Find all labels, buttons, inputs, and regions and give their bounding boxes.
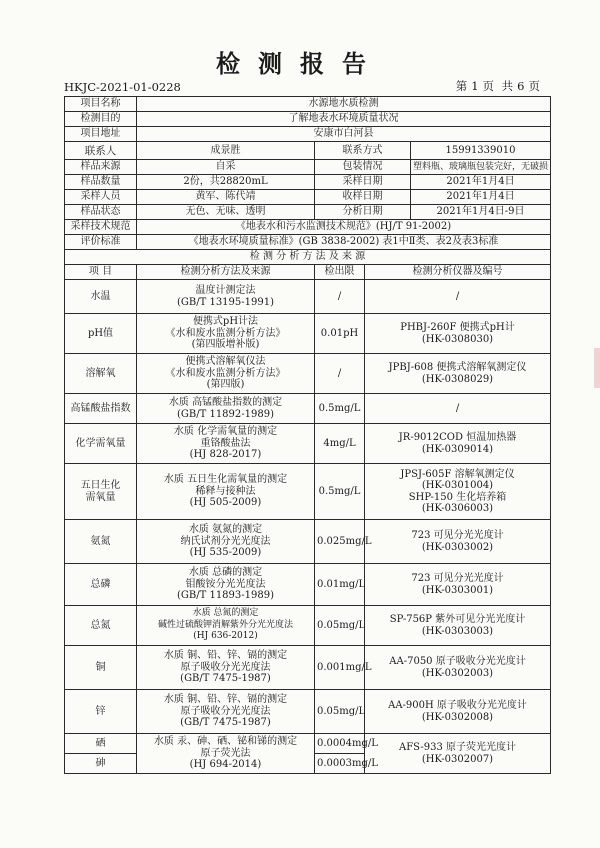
method-row (65, 314, 551, 354)
method-row (65, 690, 551, 734)
limit-cell: 0.025mg/L (315, 520, 365, 564)
method-row (65, 464, 551, 520)
limit-cell: / (315, 280, 365, 314)
info-value: 《地表水和污水监测技术规范》(HJ/T 91-2002) (137, 220, 551, 235)
instrument-cell: / (365, 280, 551, 314)
instrument-cell: 723 可见分光光度计 (HK-0303002) (365, 520, 551, 564)
limit-cell: 0.01pH (315, 314, 365, 354)
seal-stamp-edge (594, 348, 600, 388)
instrument-cell: JPBJ-608 便携式溶解氧测定仪 (HK-0308029) (365, 354, 551, 394)
method-row (65, 520, 551, 564)
info-label: 联系方式 (315, 142, 411, 160)
item-cell: pH值 (65, 314, 137, 354)
info-value: 自采 (137, 160, 315, 175)
info-label: 项目名称 (65, 97, 137, 112)
instrument-cell: JPSJ-605F 溶解氧测定仪 (HK-0301004) SHP-150 生化培养箱 (HK-0306003) (365, 464, 551, 520)
instrument-cell: SP-756P 紫外可见分光光度计 (HK-0303003) (365, 606, 551, 646)
instrument-cell: 723 可见分光光度计 (HK-0303001) (365, 564, 551, 606)
info-label: 样品来源 (65, 160, 137, 175)
item-cell: 锌 (65, 690, 137, 734)
item-cell: 砷 (65, 754, 137, 774)
instrument-cell: AA-900H 原子吸收分光光度计 (HK-0302008) (365, 690, 551, 734)
info-value: 黄军、陈代靖 (137, 190, 315, 205)
info-value: 2021年1月4日 (411, 175, 551, 190)
info-label: 样品状态 (65, 205, 137, 220)
method-cell: 水质 氨氮的测定 纳氏试剂分光光度法 (HJ 535-2009) (137, 520, 315, 564)
info-value: 成景胜 (137, 142, 315, 160)
limit-cell: 4mg/L (315, 424, 365, 464)
method-cell: 温度计测定法 (GB/T 13195-1991) (137, 280, 315, 314)
item-cell: 化学需氧量 (65, 424, 137, 464)
method-cell: 水质 总磷的测定 钼酸铵分光光度法 (GB/T 11893-1989) (137, 564, 315, 606)
item-cell: 总氮 (65, 606, 137, 646)
info-label: 收样日期 (315, 190, 411, 205)
item-cell: 溶解氧 (65, 354, 137, 394)
info-row (65, 97, 551, 112)
limit-cell: 0.0003mg/L (315, 754, 365, 774)
limit-cell: 0.5mg/L (315, 464, 365, 520)
limit-cell: / (315, 354, 365, 394)
item-cell: 总磷 (65, 564, 137, 606)
report-title: 检测报告 (216, 49, 384, 78)
method-cell: 水质 高锰酸盐指数的测定 (GB/T 11892-1989) (137, 394, 315, 424)
instrument-cell: AFS-933 原子荧光光度计 (HK-0302007) (365, 734, 551, 774)
info-value: 15991339010 (411, 142, 551, 160)
method-cell: 便携式溶解氧仪法 《水和废水监测分析方法》 (第四版) (137, 354, 315, 394)
info-row (65, 190, 551, 205)
info-label: 采样人员 (65, 190, 137, 205)
limit-cell: 0.01mg/L (315, 564, 365, 606)
page-info: 第 1 页 共 6 页 (455, 79, 540, 93)
limit-cell: 0.0004mg/L (315, 734, 365, 754)
info-label: 联系人 (65, 142, 137, 160)
column-header: 项 目 (65, 265, 137, 280)
column-header: 检测分析仪器及编号 (365, 265, 551, 280)
item-cell: 水温 (65, 280, 137, 314)
method-cell: 便携式pH计法 《水和废水监测分析方法》 (第四版增补版) (137, 314, 315, 354)
column-header: 检测分析方法及来源 (137, 265, 315, 280)
method-cell: 水质 化学需氧量的测定 重铬酸盐法 (HJ 828-2017) (137, 424, 315, 464)
info-row (65, 112, 551, 127)
limit-cell: 0.5mg/L (315, 394, 365, 424)
info-value: 2021年1月4日-9日 (411, 205, 551, 220)
instrument-cell: JR-9012COD 恒温加热器 (HK-0309014) (365, 424, 551, 464)
item-cell: 硒 (65, 734, 137, 754)
method-row (65, 606, 551, 646)
page-number: 1 (471, 79, 479, 93)
method-row (65, 280, 551, 314)
method-row (65, 564, 551, 606)
info-label: 样品数量 (65, 175, 137, 190)
info-value: 了解地表水环境质量状况 (137, 112, 551, 127)
method-row (65, 424, 551, 464)
method-cell: 水质 汞、砷、硒、铋和锑的测定 原子荧光法 (HJ 694-2014) (137, 734, 315, 774)
info-label: 包装情况 (315, 160, 411, 175)
info-value: 《地表水环境质量标准》(GB 3838-2002) 表1中Ⅱ类、表2及表3标准 (137, 235, 551, 250)
info-value: 2021年1月4日 (411, 190, 551, 205)
info-row (65, 175, 551, 190)
total-pages: 6 (517, 79, 525, 93)
report-table (64, 96, 551, 774)
info-value: 2份，共28820mL (137, 175, 315, 190)
method-cell: 水质 五日生化需氧量的测定 稀释与接种法 (HJ 505-2009) (137, 464, 315, 520)
limit-cell: 0.001mg/L (315, 646, 365, 690)
instrument-cell: PHBJ-260F 便携式pH计 (HK-0308030) (365, 314, 551, 354)
info-row (65, 127, 551, 142)
info-row (65, 220, 551, 235)
instrument-cell: / (365, 394, 551, 424)
info-label: 评价标准 (65, 235, 137, 250)
method-row (65, 354, 551, 394)
method-row (65, 394, 551, 424)
info-row (65, 160, 551, 175)
document-number: HKJC-2021-01-0228 (64, 80, 181, 94)
section-title-row (65, 250, 551, 265)
info-label: 项目地址 (65, 127, 137, 142)
column-header: 检出限 (315, 265, 365, 280)
method-row (65, 734, 551, 754)
info-label: 分析日期 (315, 205, 411, 220)
method-cell: 水质 铜、铅、锌、镉的测定 原子吸收分光光度法 (GB/T 7475-1987) (137, 690, 315, 734)
info-value: 水源地水质检测 (137, 97, 551, 112)
info-label: 采样技术规范 (65, 220, 137, 235)
column-header-row (65, 265, 551, 280)
item-cell: 五日生化 需氧量 (65, 464, 137, 520)
section-title: 检 测 分 析 方 法 及 来 源 (65, 250, 551, 265)
item-cell: 高锰酸盐指数 (65, 394, 137, 424)
limit-cell: 0.05mg/L (315, 690, 365, 734)
info-row (65, 235, 551, 250)
info-value: 塑料瓶、玻璃瓶包装完好，无破损 (411, 160, 551, 175)
item-cell: 铜 (65, 646, 137, 690)
method-row (65, 646, 551, 690)
info-row (65, 205, 551, 220)
info-label: 检测目的 (65, 112, 137, 127)
method-cell: 水质 总氮的测定 碱性过硫酸钾消解紫外分光光度法 (HJ 636-2012) (137, 606, 315, 646)
info-label: 采样日期 (315, 175, 411, 190)
info-value: 无色、无味、透明 (137, 205, 315, 220)
limit-cell: 0.05mg/L (315, 606, 365, 646)
info-row (65, 142, 551, 160)
info-value: 安康市白河县 (137, 127, 551, 142)
instrument-cell: AA-7050 原子吸收分光光度计 (HK-0302003) (365, 646, 551, 690)
method-cell: 水质 铜、铅、锌、镉的测定 原子吸收分光光度法 (GB/T 7475-1987) (137, 646, 315, 690)
item-cell: 氨氮 (65, 520, 137, 564)
